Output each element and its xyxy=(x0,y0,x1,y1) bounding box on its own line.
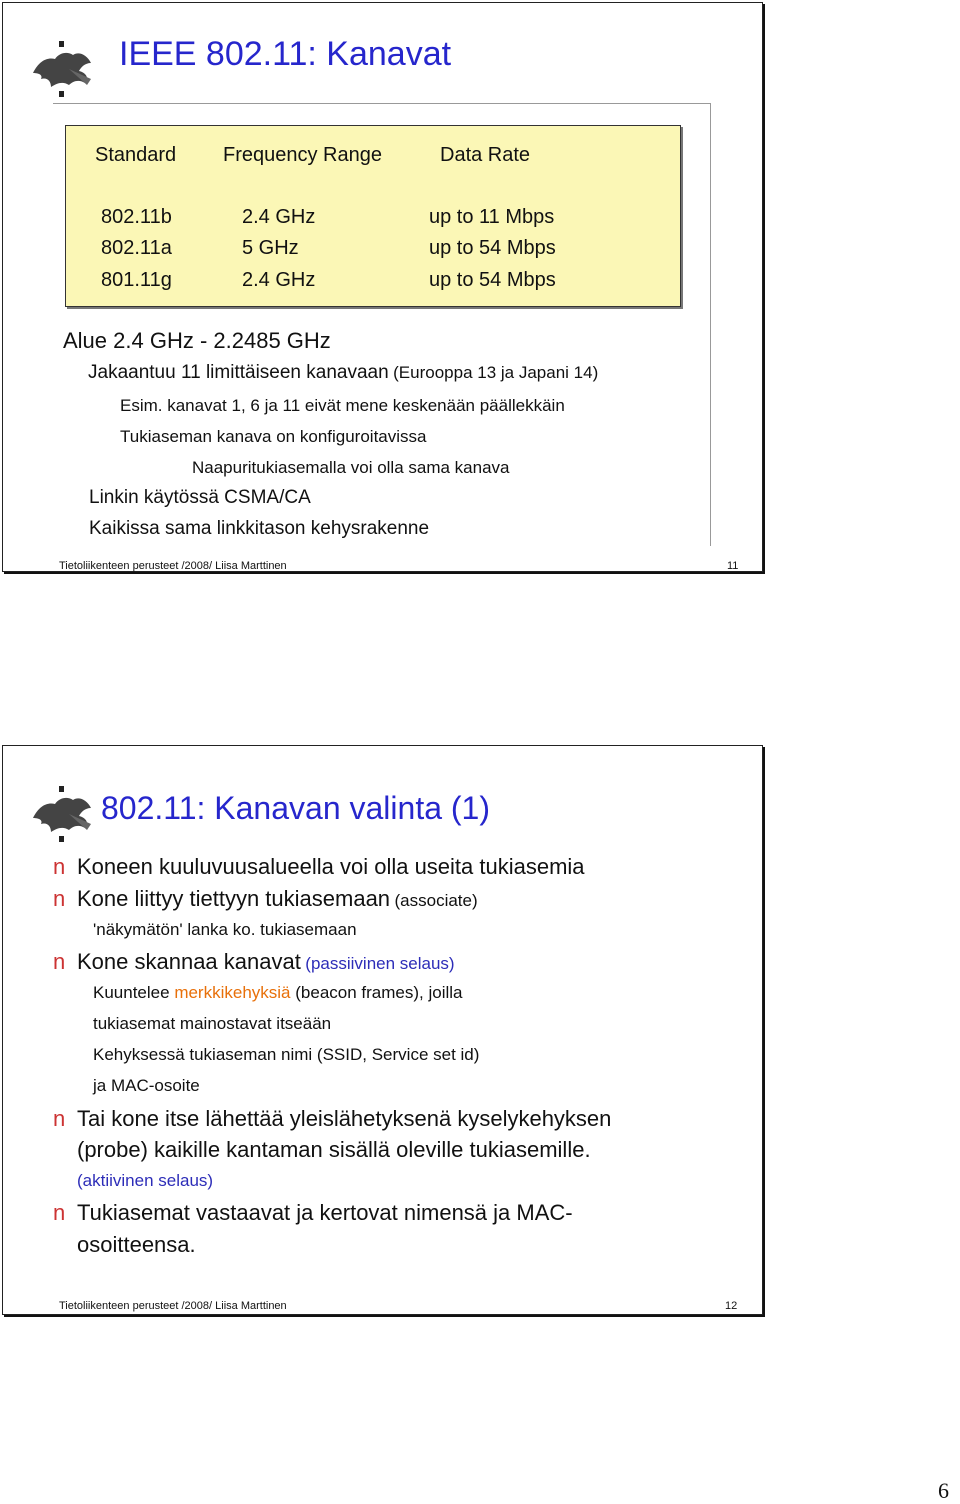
header-data-rate: Data Rate xyxy=(440,144,531,166)
bullet-marker: n xyxy=(53,854,66,879)
table-cell: up to 11 Mbps xyxy=(429,206,555,228)
header-standard: Standard xyxy=(95,144,177,166)
text-b3-paren: (passiivinen selaus) xyxy=(305,954,455,973)
text-linkin: Linkin käytössä CSMA/CA xyxy=(89,487,311,508)
table-cell: 802.11a xyxy=(101,237,172,259)
text-b2 xyxy=(77,886,478,912)
slide-title: 802.11: Kanavan valinta (1) xyxy=(101,790,490,826)
slide-title: IEEE 802.11: Kanavat xyxy=(119,35,452,73)
bullet-marker: n xyxy=(53,949,66,974)
text-b3-main: Kone skannaa kanavat xyxy=(77,949,301,974)
text-b3-sub1 xyxy=(93,983,463,1003)
text-b4-line3: (aktiivinen selaus) xyxy=(77,1171,214,1190)
text-jakaantuu-main: Jakaantuu 11 limittäiseen kanavaan xyxy=(88,362,389,383)
text-naapuri: Naapuritukiasemalla voi olla sama kanava xyxy=(192,458,510,477)
slide-12 xyxy=(2,745,763,1315)
text-b4-line1: Tai kone itse lähettää yleislähetyksenä kyselykehyksen xyxy=(77,1106,612,1131)
footer-slide-number: 11 xyxy=(727,560,739,572)
slide-11 xyxy=(2,2,763,572)
text-b3-sub1-a: Kuuntelee xyxy=(93,983,170,1002)
text-b3-sub1-b: (beacon frames), joilla xyxy=(295,983,463,1002)
footer-slide-number: 12 xyxy=(725,1300,738,1312)
footer-text: Tietoliikenteen perusteet /2008/ Liisa Marttinen xyxy=(59,560,287,572)
table-cell: 2.4 GHz xyxy=(242,206,316,228)
text-b5-line1: Tukiasemat vastaavat ja kertovat nimensä ja MAC- xyxy=(77,1200,573,1225)
footer-text: Tietoliikenteen perusteet /2008/ Liisa Marttinen xyxy=(59,1300,287,1312)
text-b2-main: Kone liittyy tiettyyn tukiasemaan xyxy=(77,886,391,911)
text-b3-sub3: Kehyksessä tukiaseman nimi (SSID, Service set id) xyxy=(93,1045,480,1064)
bullet-marker: n xyxy=(53,1200,66,1225)
text-b3-sub4: ja MAC-osoite xyxy=(93,1076,200,1095)
text-b4-line2: (probe) kaikille kantaman sisällä oleville tukiasemille. xyxy=(77,1137,591,1162)
text-jakaantuu-paren: (Eurooppa 13 ja Japani 14) xyxy=(393,363,599,382)
bullet-marker: n xyxy=(53,886,66,911)
text-b3-sub1-highlight: merkkikehyksiä xyxy=(174,983,291,1002)
table-cell: 5 GHz xyxy=(242,237,299,259)
text-b2-sub: 'näkymätön' lanka ko. tukiasemaan xyxy=(93,920,357,939)
text-b5-line2: osoitteensa. xyxy=(77,1232,196,1257)
text-esim: Esim. kanavat 1, 6 ja 11 eivät mene keskenään päällekkäin xyxy=(120,396,565,415)
text-b3-sub2: tukiasemat mainostavat itseään xyxy=(93,1014,332,1033)
table-cell: up to 54 Mbps xyxy=(429,237,556,259)
text-b2-paren: (associate) xyxy=(394,891,478,910)
table-cell: 801.11g xyxy=(101,269,172,291)
standards-table xyxy=(65,125,681,307)
university-logo-icon xyxy=(29,39,99,101)
table-cell: 802.11b xyxy=(101,206,172,228)
bullet-marker: n xyxy=(53,1106,66,1131)
text-b1: Koneen kuuluvuusalueella voi olla useita tukiasemia xyxy=(77,854,585,879)
text-tukiaseman: Tukiaseman kanava on konfiguroitavissa xyxy=(120,427,427,446)
header-frequency-range: Frequency Range xyxy=(223,144,382,166)
text-alue: Alue 2.4 GHz - 2.2485 GHz xyxy=(63,328,331,353)
text-kaikissa: Kaikissa sama linkkitason kehysrakenne xyxy=(89,518,430,539)
page-number: 6 xyxy=(938,1478,949,1503)
text-jakaantuu xyxy=(88,362,598,384)
text-b3 xyxy=(77,949,455,975)
table-cell: 2.4 GHz xyxy=(242,269,316,291)
table-cell: up to 54 Mbps xyxy=(429,269,556,291)
university-logo-icon xyxy=(29,784,99,846)
